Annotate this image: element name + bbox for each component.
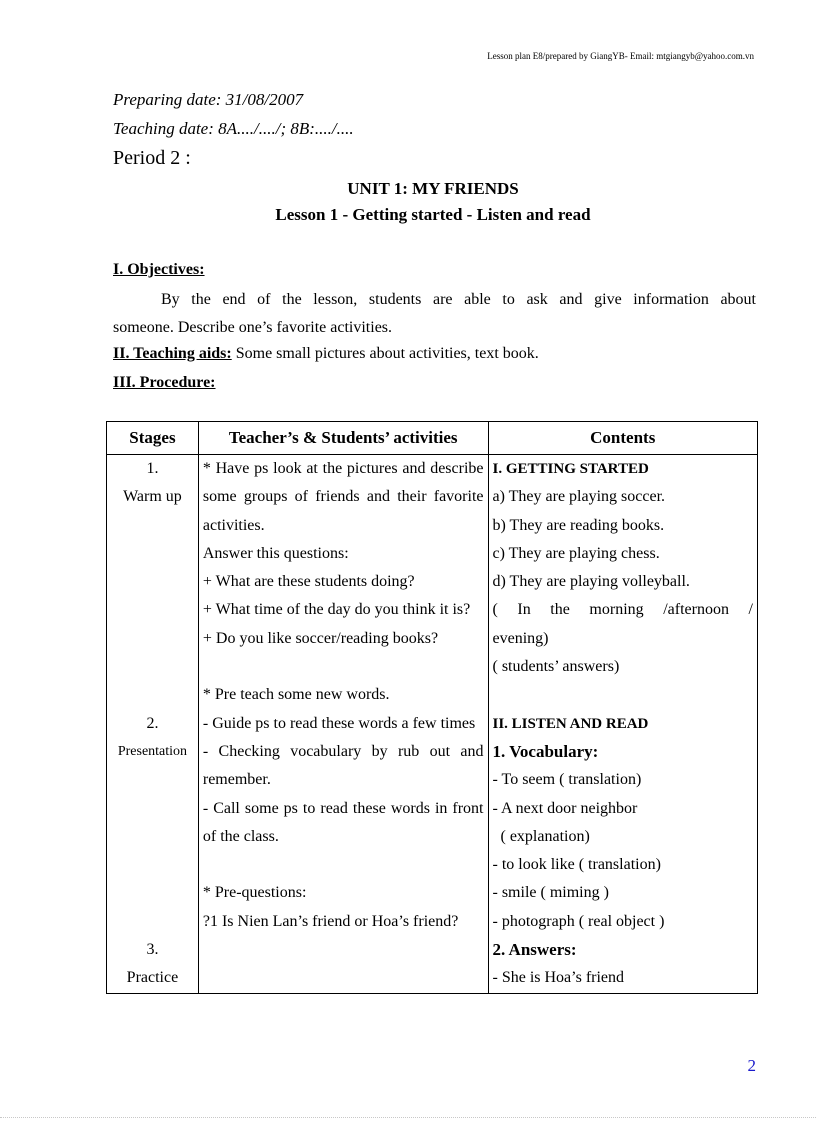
- objectives-section: [113, 261, 205, 279]
- content-text: ( In the morning /afternoon / evening): [492, 601, 753, 647]
- unit-title: UNIT 1: MY FRIENDS: [347, 179, 519, 198]
- content-text: ( students’ answers): [492, 658, 620, 676]
- procedure-section: [113, 374, 216, 392]
- activity-text: + Do you like soccer/reading books?: [202, 629, 439, 647]
- content-text: - photograph ( real object ): [492, 912, 665, 930]
- content-text: - To seem ( translation): [492, 771, 642, 789]
- content-text: - She is Hoa’s friend: [492, 969, 625, 987]
- teaching-date: Teaching date: 8A..../..../; 8B:..../....: [113, 119, 354, 138]
- page-number: 2: [747, 1056, 756, 1075]
- stage-number: 3.: [146, 941, 159, 959]
- header-stages: Stages: [107, 422, 199, 455]
- activity-text: - Guide ps to read these words a few times: [202, 714, 476, 732]
- activity-text: * Have ps look at the pictures and describe some groups of friends and their favorite activities.: [202, 460, 484, 534]
- header-activities: Teacher’s & Students’ activities: [198, 422, 488, 455]
- content-text: a) They are playing soccer.: [492, 488, 666, 506]
- lesson-title: Lesson 1 - Getting started - Listen and read: [275, 205, 591, 224]
- header-note: Lesson plan E8/prepared by GiangYB- Email: mtgiangyb@yahoo.com.vn: [487, 51, 754, 61]
- period-label: Period 2 :: [113, 147, 191, 169]
- content-text: - to look like ( translation): [492, 856, 661, 874]
- content-text: c) They are playing chess.: [492, 544, 660, 562]
- content-heading: II. LISTEN AND READ: [492, 715, 649, 732]
- aids-text: Some small pictures about activities, text book.: [231, 345, 539, 362]
- contents-cell: [488, 455, 758, 994]
- stage-number: 2.: [146, 714, 159, 732]
- activity-text: + What are these students doing?: [202, 573, 415, 591]
- objectives-text: [113, 286, 756, 342]
- aids-section: [113, 345, 539, 363]
- activity-text: * Pre teach some new words.: [202, 686, 390, 704]
- activity-text: + What time of the day do you think it is?: [202, 601, 471, 619]
- content-text: d) They are playing volleyball.: [492, 573, 690, 591]
- activities-cell: [198, 455, 488, 994]
- stage-cell: [107, 455, 199, 994]
- content-subheading: 1. Vocabulary:: [492, 741, 599, 761]
- activity-text: * Pre-questions:: [202, 884, 307, 902]
- activity-text: - Checking vocabulary by rub out and remember.: [202, 742, 484, 789]
- aids-heading: II. Teaching aids:: [113, 345, 232, 362]
- content-subheading: 2. Answers:: [492, 940, 577, 960]
- content-heading: I. GETTING STARTED: [492, 461, 649, 477]
- header-contents: Contents: [488, 422, 758, 455]
- table-row: [107, 455, 758, 994]
- objectives-heading: I. Objectives:: [113, 261, 205, 278]
- content-text: - smile ( miming ): [492, 884, 609, 902]
- stage-number: 1.: [146, 460, 159, 477]
- content-text: ( explanation): [492, 827, 590, 845]
- activity-text: Answer this questions:: [202, 544, 349, 562]
- procedure-table: [106, 421, 758, 994]
- stage-name: Presentation: [117, 743, 188, 759]
- table-header-row: [107, 422, 758, 455]
- preparing-date: Preparing date: 31/08/2007: [113, 90, 304, 109]
- procedure-heading: III. Procedure:: [113, 374, 216, 391]
- content-text: b) They are reading books.: [492, 516, 665, 534]
- content-text: - A next door neighbor: [492, 799, 638, 817]
- stage-name: Practice: [126, 969, 179, 987]
- stage-name: Warm up: [123, 488, 182, 506]
- objectives-line-2: someone. Describe one’s favorite activities.: [113, 319, 393, 336]
- page-divider: [0, 1117, 816, 1118]
- activity-text: ?1 Is Nien Lan’s friend or Hoa’s friend?: [202, 912, 459, 930]
- activity-text: - Call some ps to read these words in front of the class.: [202, 799, 484, 845]
- objectives-line-1: By the end of the lesson, students are able to ask and give information about: [161, 291, 756, 308]
